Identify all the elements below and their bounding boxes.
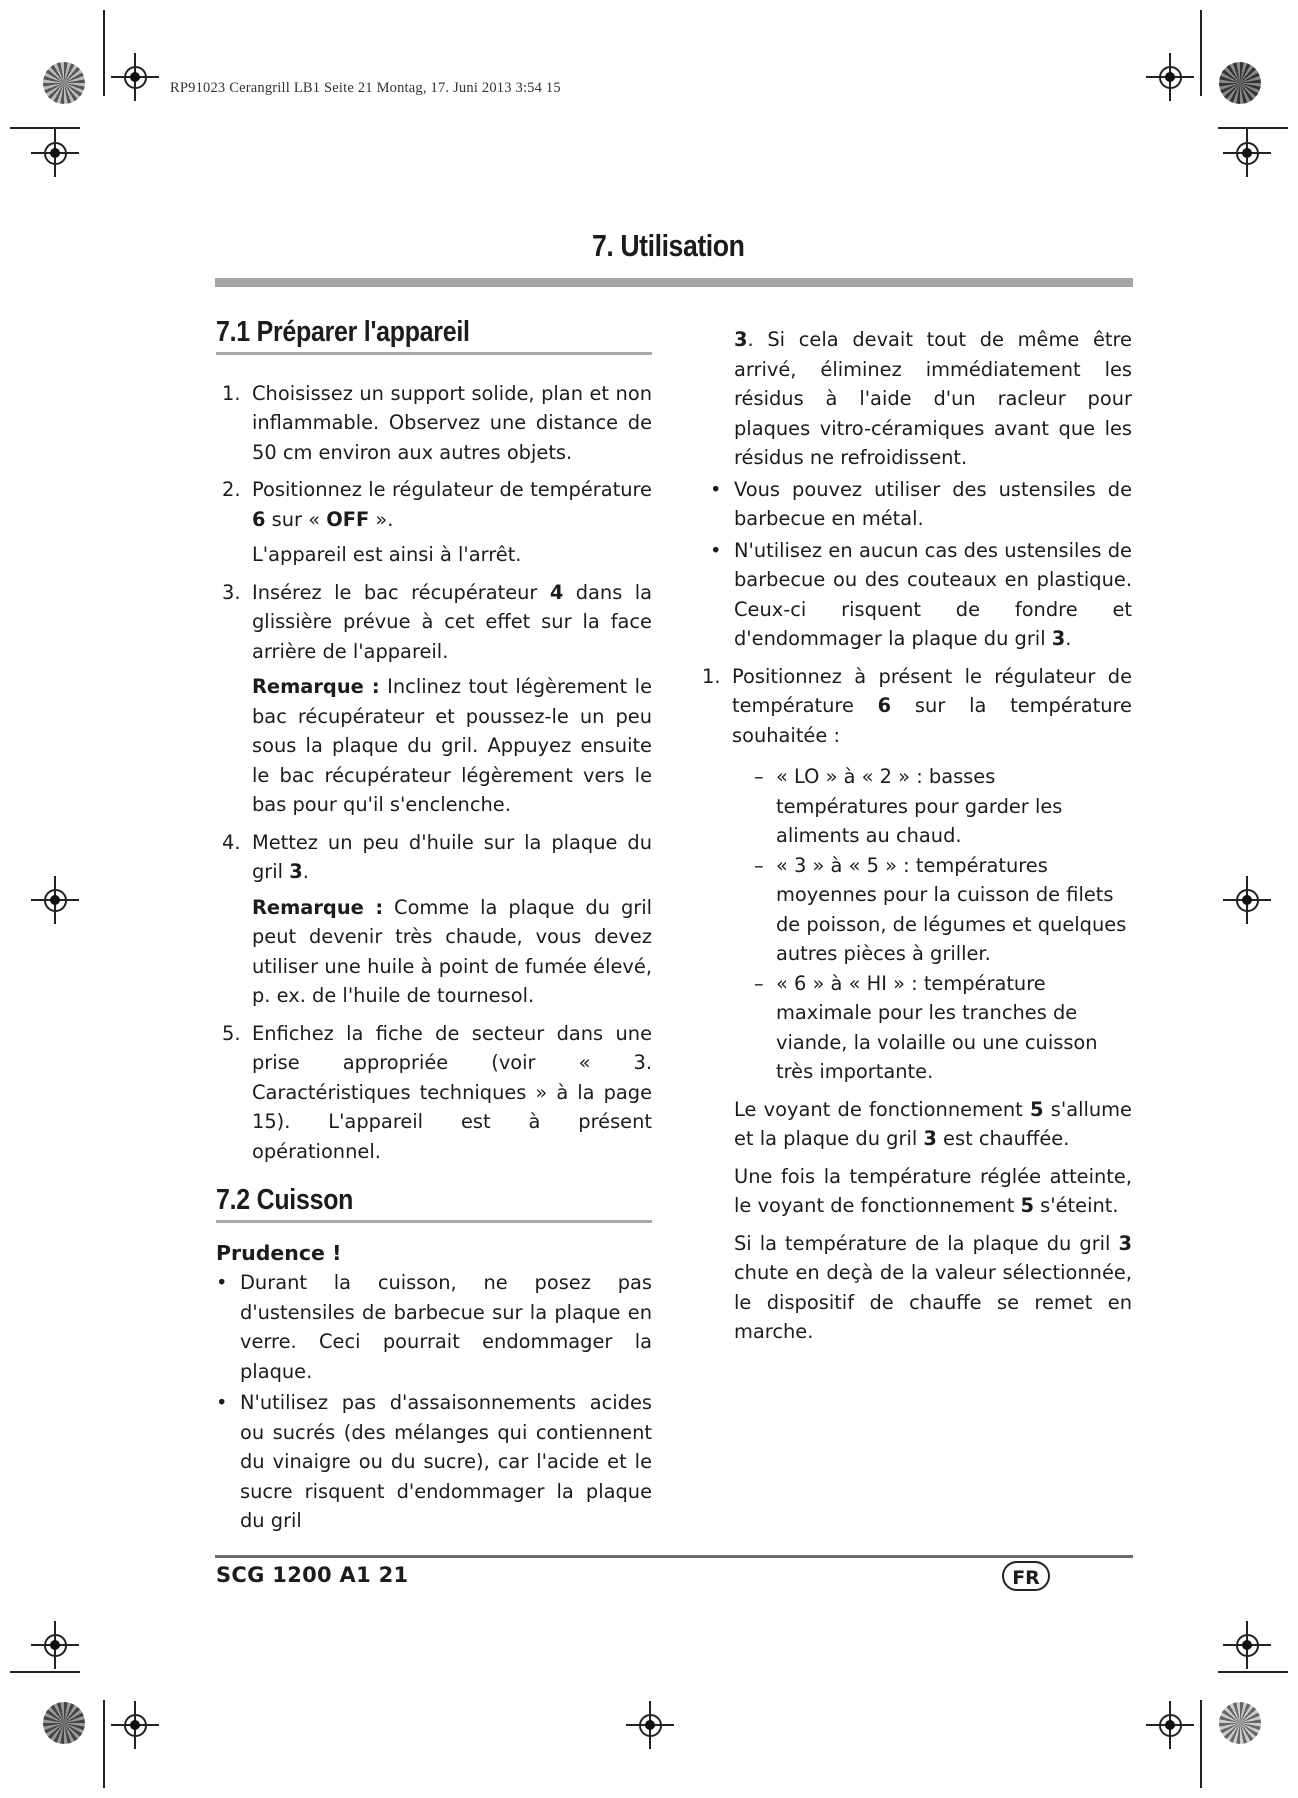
component-ref: 3 bbox=[1118, 1231, 1132, 1255]
color-registration-wheel-top-left bbox=[43, 62, 85, 104]
crop-mark bbox=[103, 1700, 105, 1788]
bullet-text: . bbox=[1065, 627, 1072, 650]
bullet-1 bbox=[216, 1268, 652, 1386]
color-registration-wheel-bottom-left bbox=[43, 1702, 85, 1744]
component-ref: 4 bbox=[549, 580, 564, 604]
bullet-text: Durant la cuisson, ne posez pas d'ustensiles de barbecue sur la plaque en verre. Ceci pourrait endommager la plaque. bbox=[240, 1271, 652, 1383]
note-label: Remarque : bbox=[252, 675, 380, 698]
footer-rule bbox=[215, 1555, 1133, 1558]
step-1 bbox=[216, 379, 652, 468]
bullet-2-continued bbox=[696, 325, 1132, 473]
component-ref: 5 bbox=[1020, 1194, 1035, 1217]
para-text: Si la température de la plaque du gril bbox=[734, 1231, 1119, 1255]
option-text: « LO » à « 2 » : basses températures pour garder les aliments au chaud. bbox=[776, 765, 1063, 847]
component-ref: 5 bbox=[1030, 1097, 1044, 1121]
section-heading-7-2: 7.2 Cuisson bbox=[216, 1184, 354, 1216]
registration-mark bbox=[1233, 886, 1261, 914]
section-heading-7-1: 7.1 Préparer l'appareil bbox=[216, 316, 470, 348]
note-1 bbox=[216, 672, 652, 820]
note-text: Comme la plaque du gril peut devenir très chaude, vous devez utiliser une huile à point de fumée élevé, p. ex. de l'huile de tournesol. bbox=[252, 895, 652, 1007]
bullet-text: . Si cela devait tout de même être arrivé, éliminez immédiatement les résidus à l'aide d'un racleur pour plaques vitro-céramiques avant que les résidus ne refroidissent. bbox=[734, 328, 1132, 469]
section-rule bbox=[216, 352, 652, 355]
step-text: . bbox=[302, 860, 309, 883]
component-ref: 3 bbox=[289, 860, 303, 883]
para-text: s'allume et la plaque du gril bbox=[734, 1097, 1132, 1150]
step-text: sur la température souhaitée : bbox=[732, 694, 1132, 747]
title-rule bbox=[215, 278, 1133, 287]
option-text: « 3 » à « 5 » : températures moyennes pour la cuisson de filets de poisson, de légumes et quelques autres pièces à griller. bbox=[776, 853, 1127, 965]
left-column bbox=[216, 318, 652, 1536]
dash-mark: – bbox=[754, 765, 764, 788]
para-text: Une fois la température réglée atteinte, le voyant de fonctionnement bbox=[734, 1164, 1132, 1217]
component-ref: 3 bbox=[1051, 627, 1066, 650]
registration-mark bbox=[121, 63, 149, 91]
step-2-result: L'appareil est ainsi à l'arrêt. bbox=[252, 543, 522, 566]
para-text: est chauffée. bbox=[936, 1127, 1070, 1150]
step-number: 1. bbox=[222, 381, 241, 405]
note-text: Inclinez tout légèrement le bac récupérateur et poussez-le un peu sous la plaque du gril. Appuyez ensuite le bac récupérateur légèrement vers le bas pour qu'il s'enclenche. bbox=[252, 675, 652, 816]
para-text: Le voyant de fonctionnement bbox=[734, 1097, 1031, 1121]
step-text: Insérez le bac récupérateur bbox=[252, 580, 550, 604]
right-column bbox=[696, 325, 1132, 1347]
caution-label: Prudence ! bbox=[216, 1240, 342, 1265]
step-text: Mettez un peu d'huile sur la plaque du gril bbox=[252, 830, 652, 883]
bullet-text: Vous pouvez utiliser des ustensiles de barbecue en métal. bbox=[734, 477, 1132, 530]
paragraph-reheat bbox=[696, 1229, 1132, 1347]
component-ref: 6 bbox=[877, 694, 892, 717]
step-number: 1. bbox=[702, 664, 721, 688]
section-rule bbox=[216, 1220, 652, 1223]
note-label: Remarque : bbox=[252, 895, 384, 919]
step-text: Positionnez à présent le régulateur de température bbox=[732, 664, 1132, 717]
footer-model-page: SCG 1200 A1 21 bbox=[216, 1563, 409, 1587]
registration-mark bbox=[121, 1711, 149, 1739]
step-2 bbox=[216, 475, 652, 534]
temperature-option bbox=[754, 969, 1132, 1087]
step-text: Choisissez un support solide, plan et non inflammable. Observez une distance de 50 cm environ aux autres objets. bbox=[252, 381, 652, 464]
bullet-3 bbox=[696, 475, 1132, 534]
crop-mark bbox=[1218, 127, 1288, 129]
step-text: sur « bbox=[265, 507, 327, 531]
bullet-dot: • bbox=[710, 538, 722, 562]
page-title: 7. Utilisation bbox=[592, 228, 745, 263]
registration-mark bbox=[1156, 63, 1184, 91]
print-slug: RP91023 Cerangrill LB1 Seite 21 Montag, 17. Juni 2013 3:54 15 bbox=[170, 80, 561, 96]
temperature-option bbox=[754, 762, 1132, 851]
dash-mark: – bbox=[754, 853, 764, 877]
paragraph-indicator-off bbox=[696, 1162, 1132, 1221]
step-text: dans la glissière prévue à cet effet sur la face arrière de l'appareil. bbox=[252, 580, 652, 663]
step-5 bbox=[216, 1019, 652, 1167]
component-ref: 3 bbox=[734, 328, 748, 351]
crop-mark bbox=[1200, 1700, 1202, 1788]
registration-mark bbox=[41, 1631, 69, 1659]
bullet-dot: • bbox=[216, 1271, 228, 1294]
step-text: Positionnez le régulateur de température bbox=[252, 478, 652, 501]
component-ref: 6 bbox=[252, 507, 266, 531]
registration-mark bbox=[41, 139, 69, 167]
step-4 bbox=[216, 828, 652, 887]
temperature-option bbox=[754, 851, 1132, 969]
step-3 bbox=[216, 578, 652, 667]
bullet-dot: • bbox=[216, 1391, 228, 1414]
step-number: 2. bbox=[222, 478, 241, 501]
para-text: s'éteint. bbox=[1034, 1194, 1119, 1217]
registration-mark bbox=[1156, 1711, 1184, 1739]
crop-mark bbox=[103, 10, 105, 96]
component-ref: 3 bbox=[923, 1127, 937, 1150]
registration-mark bbox=[636, 1711, 664, 1739]
bullet-2 bbox=[216, 1388, 652, 1536]
registration-mark bbox=[41, 886, 69, 914]
crop-mark bbox=[10, 1671, 80, 1673]
registration-mark bbox=[1233, 139, 1261, 167]
color-registration-wheel-bottom-right bbox=[1219, 1702, 1261, 1744]
cooking-step-1 bbox=[696, 662, 1132, 751]
paragraph-indicator-on bbox=[696, 1095, 1132, 1154]
crop-mark bbox=[1218, 1671, 1288, 1673]
registration-mark bbox=[1233, 1631, 1261, 1659]
option-text: « 6 » à « HI » : température maximale pour les tranches de viande, la volaille ou une cuisson très importante. bbox=[776, 971, 1098, 1083]
bullet-dot: • bbox=[710, 477, 722, 501]
color-registration-wheel-top-right bbox=[1219, 62, 1261, 104]
setting-off: OFF bbox=[326, 507, 370, 531]
step-number: 5. bbox=[222, 1021, 241, 1045]
dash-mark: – bbox=[754, 971, 764, 995]
step-text: ». bbox=[369, 507, 394, 531]
bullet-text: N'utilisez pas d'assaisonnements acides ou sucrés (des mélanges qui contiennent du vinaigre ou du sucre), car l'acide et le sucre risquent d'endommager la plaque du gril bbox=[240, 1391, 652, 1532]
crop-mark bbox=[1200, 10, 1202, 96]
para-text: chute en deçà de la valeur sélectionnée, le dispositif de chauffe se remet en marche. bbox=[734, 1261, 1132, 1343]
crop-mark bbox=[10, 127, 80, 129]
bullet-4 bbox=[696, 536, 1132, 654]
language-badge: FR bbox=[1002, 1561, 1050, 1591]
note-2 bbox=[216, 893, 652, 1011]
temperature-options bbox=[696, 762, 1132, 1087]
step-number: 3. bbox=[222, 580, 241, 604]
bullet-text: N'utilisez en aucun cas des ustensiles de barbecue ou des couteaux en plastique. Ceux-ci risquent de fondre et d'endommager la plaque du gril bbox=[734, 538, 1132, 650]
step-text: Enfichez la fiche de secteur dans une prise appropriée (voir « 3. Caractéristiques techniques » à la page 15). L'appareil est à présent opérationnel. bbox=[252, 1021, 652, 1163]
step-number: 4. bbox=[222, 830, 241, 854]
